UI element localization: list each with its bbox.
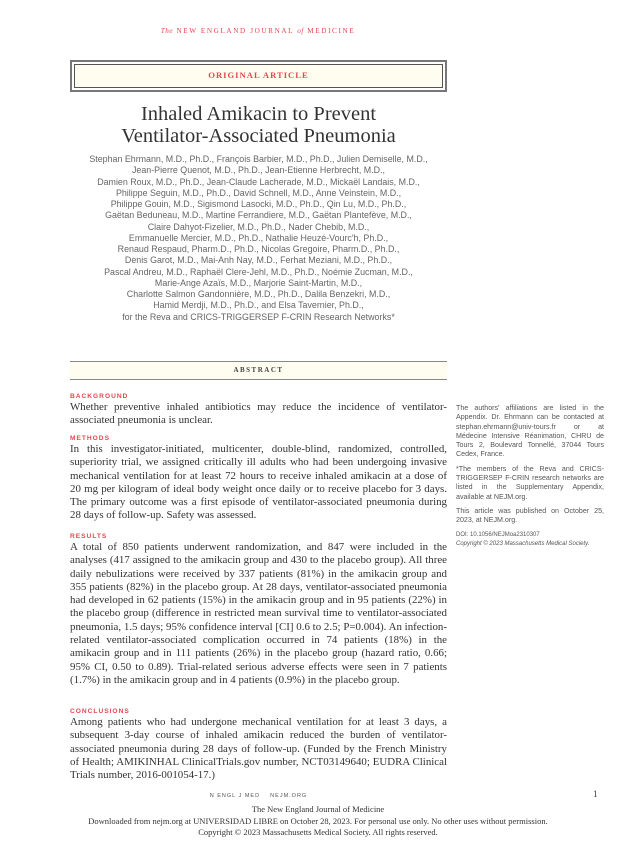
author-line: Denis Garot, M.D., Mai-Anh Nay, M.D., Ferhat Meziani, M.D., Ph.D., [124,255,393,266]
footer-journal-ref: N ENGL J MED NEJM.ORG [209,793,308,799]
author-line: Marie-Ange Azaïs, M.D., Marjorie Saint-Martin, M.D., [154,277,363,288]
section-label: BACKGROUND [70,393,129,400]
author-line: Emmanuelle Mercier, M.D., Ph.D., Nathalie Heuzé-Vourc'h, Ph.D., [128,232,389,243]
author-line: Gaëtan Beduneau, M.D., Martine Ferrandiere, M.D., Gaëtan Plantefève, M.D., [105,210,412,221]
author-line: Hamid Merdji, M.D., Ph.D., and Elsa Tavernier, Ph.D., [153,300,364,311]
journal-the: The [160,27,174,35]
page-number: 1 [593,789,598,799]
article-type: ORIGINAL ARTICLE [74,64,443,88]
author-line: Renaud Respaud, Pharm.D., Ph.D., Nicolas Gregoire, Pharm.D., Ph.D., [117,244,400,254]
journal-name-end: MEDICINE [307,27,356,35]
section-text: Among patients who had undergone mechanical ventilation for at least 3 days, a subsequent 3-day course of inhaled amikacin reduced the burden of ventilator-associated pneumonia during 28 days of follow-up. (Funded by the French Ministry of Health; AMIKINHAL ClinicalTrials.gov number, NCT03149640; EUDRA Clinical Trials number, 2016-001054-17.) [70,716,447,782]
published-note: This article was published on October 25, 2023, at NEJM.org. [456,506,604,525]
abstract-results [70,532,447,687]
sidebar-notes [456,404,604,549]
members-note: *The members of the Reva and CRICS-TRIGGERSEP F-CRIN research networks are listed in the Supplementary Appendix, available at NEJM.org. [456,464,604,501]
author-line: Philippe Gouin, M.D., Sigismond Lasocki, M.D., Ph.D., Qin Lu, M.D., Ph.D., [110,199,407,209]
author-line: Damien Roux, M.D., Ph.D., Jean-Claude Lacherade, M.D., Mickaël Landais, M.D., [97,176,420,187]
author-line: for the Reva and CRICS-TRIGGERSEP F-CRIN Research Networks* [122,311,395,322]
abstract-conclusions [70,707,447,782]
section-label: CONCLUSIONS [70,708,130,715]
article-type-box [70,60,447,92]
abstract-background [70,392,447,428]
journal-name: NEW ENGLAND JOURNAL [176,27,294,35]
author-line: Pascal Andreu, M.D., Raphaël Clere-Jehl, M.D., Ph.D., Noémie Zucman, M.D., [104,266,413,277]
author-line: Stephan Ehrmann, M.D., Ph.D., François Barbier, M.D., Ph.D., Julien Demiselle, M.D., [89,154,428,164]
article-title [70,103,447,147]
section-label: METHODS [70,435,110,442]
copyright-note: Copyright © 2023 Massachusetts Medical Society. [456,540,590,547]
download-line: The New England Journal of Medicine [251,804,385,814]
author-line: Philippe Seguin, M.D., Ph.D., David Schnell, M.D., Anne Veinstein, M.D., [115,187,402,198]
download-line: Downloaded from nejm.org at UNIVERSIDAD LIBRE on October 28, 2023. For personal use only. No other uses without permission. [88,815,548,826]
section-label: RESULTS [70,533,108,540]
journal-of: of [297,27,304,35]
title-line: Ventilator-Associated Pneumonia [121,125,396,147]
section-text: Whether preventive inhaled antibiotics may reduce the incidence of ventilator-associated pneumonia is unclear. [70,401,447,427]
author-line: Jean-Pierre Quenot, M.D., Ph.D., Jean-Etienne Herbrecht, M.D., [131,165,386,176]
abstract-heading: ABSTRACT [70,361,447,380]
author-list [60,154,457,323]
abstract-methods [70,434,447,523]
download-notice [0,804,636,839]
journal-header [0,27,516,35]
doi: DOI: 10.1056/NEJMoa2310307 [456,531,540,538]
section-text: In this investigator-initiated, multicenter, double-blind, randomized, controlled, superiority trial, we assigned critically ill adults who had been undergoing invasive mechanical ventilation for at least 72 hours to receive inhaled amikacin at a dose of 20 mg per kilogram of ideal body weight once daily or to receive placebo for 3 days. The primary outcome was a first episode of ventilator-associated pneumonia during 28 days of follow-up. Safety was assessed. [70,443,447,522]
author-line: Claire Dahyot-Fizelier, M.D., Ph.D., Nader Chebib, M.D., [147,221,370,232]
section-text: A total of 850 patients underwent randomization, and 847 were included in the analyses (417 assigned to the amikacin group and 430 to the placebo group). All three daily nebulizations were received by 337 patients (81%) in the amikacin group and 355 patients (82%) in the placebo group. At 28 days, ventilator-associated pneumonia had developed in 62 patients (15%) in the amikacin group and in 95 patients (22%) in the placebo group (difference in restricted mean survival time to ventilator-associated pneumonia, 1.5 days; 95% confidence interval [CI] 0.6 to 2.5; P=0.004). An infection-related ventilator-associated complication occurred in 74 patients (18%) in the amikacin group and in 111 patients (26%) in the placebo group (hazard ratio, 0.66; 95% CI, 0.50 to 0.89). Trial-related serious adverse effects were seen in 7 patients (1.7%) in the amikacin group and in 4 patients (0.9%) in the placebo group. [70,541,447,686]
title-line: Inhaled Amikacin to Prevent [140,103,377,125]
download-line: Copyright © 2023 Massachusetts Medical Society. All rights reserved. [198,827,438,837]
author-line: Charlotte Salmon Gandonnière, M.D., Ph.D., Dalila Benzekri, M.D., [126,289,391,299]
affiliations-note: The authors' affiliations are listed in the Appendix. Dr. Ehrmann can be contacted at stephan.ehrmann@univ-tours.fr or at Médecine Intensive Réanimation, CHRU de Tours 2, Boulevard Tonnellé, 37044 Tours Cedex, France. [456,404,604,459]
